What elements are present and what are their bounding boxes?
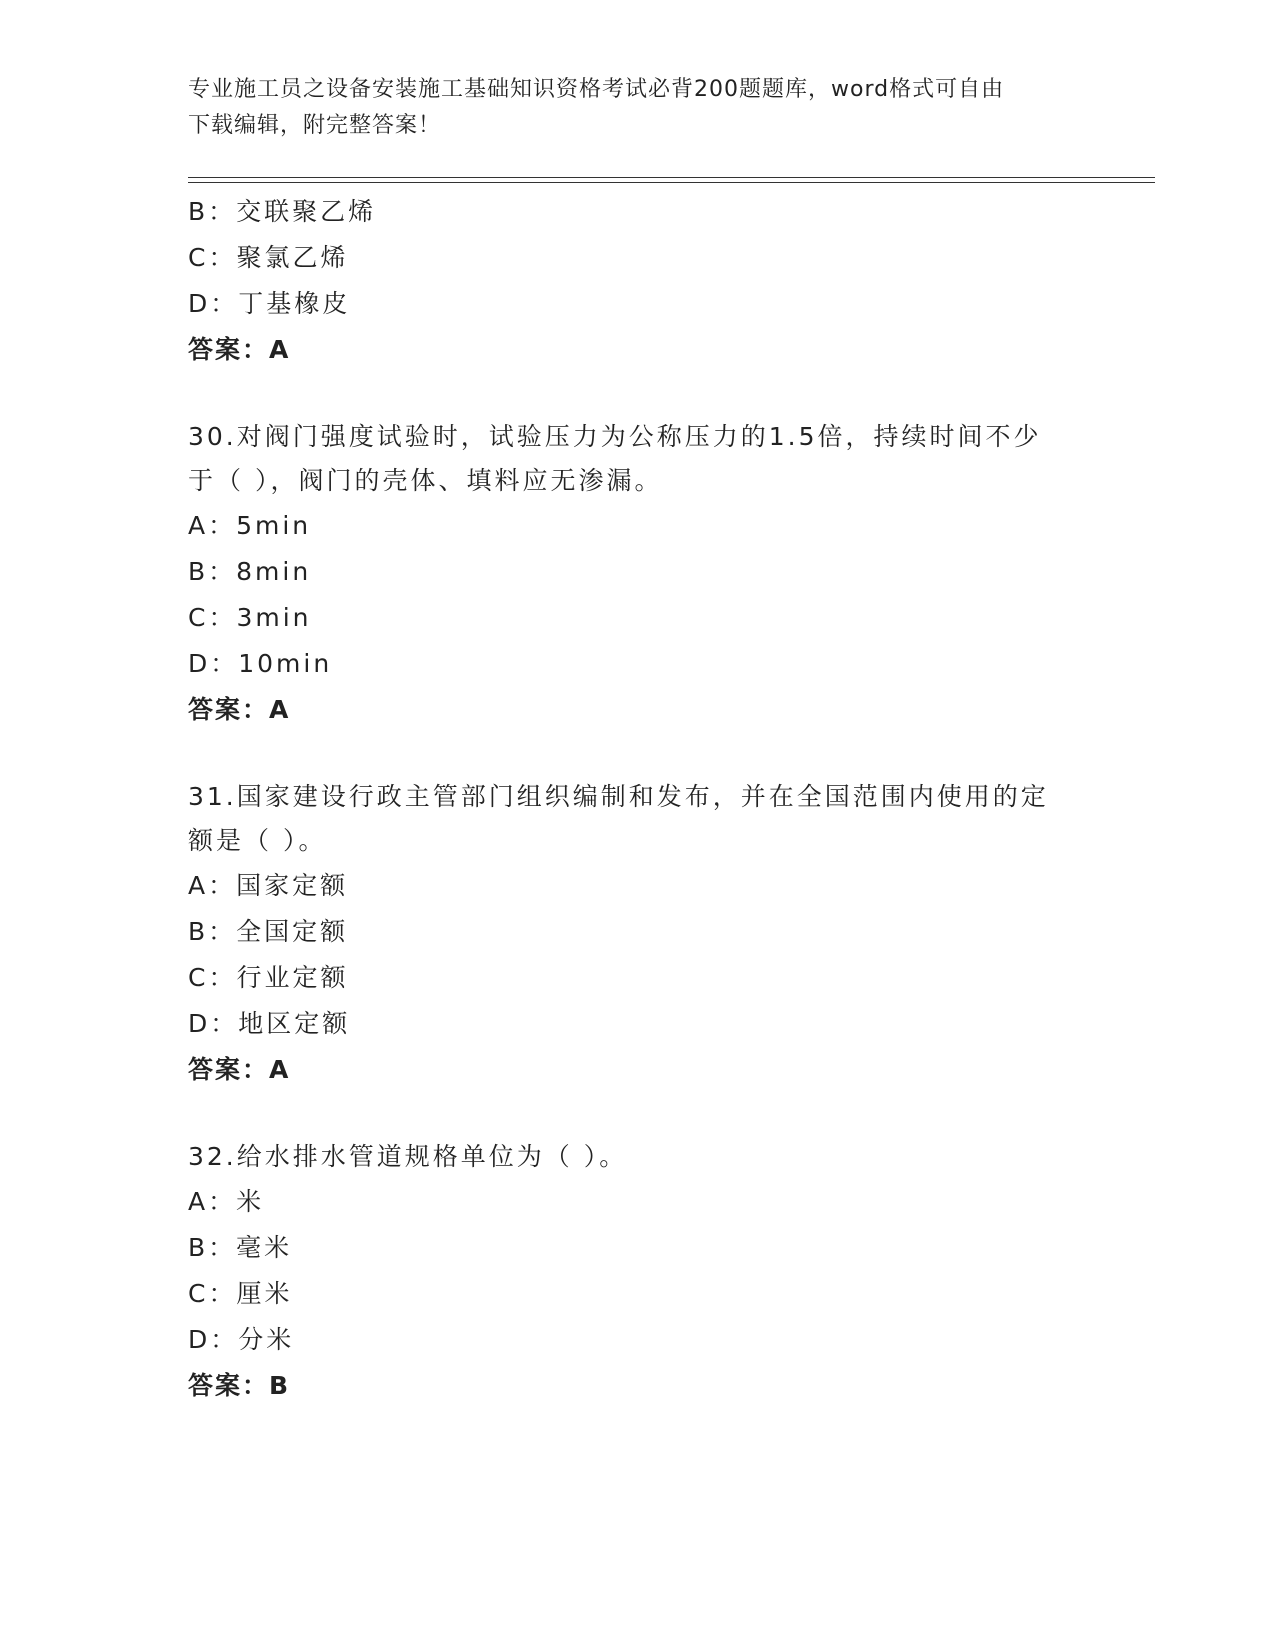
question-32	[188, 1135, 1088, 1409]
header-divider-top	[188, 177, 1155, 178]
option-d: D：地区定额	[188, 1009, 351, 1038]
option-c: C：行业定额	[188, 963, 349, 992]
option-c: C：3min	[188, 603, 312, 632]
answer: 答案：A	[188, 1055, 291, 1084]
option-b: B：8min	[188, 557, 312, 586]
question-stem-line: 于（ ），阀门的壳体、填料应无渗漏。	[188, 466, 663, 495]
option-a: A：国家定额	[188, 871, 349, 900]
header-line-1: 专业施工员之设备安装施工基础知识资格考试必背200题题库，word格式可自由	[188, 77, 1005, 102]
question-stem-line: 30.对阀门强度试验时，试验压力为公称压力的1.5倍，持续时间不少	[188, 422, 1042, 451]
option-a: A：米	[188, 1187, 265, 1216]
header-line-2: 下载编辑，附完整答案！	[188, 113, 442, 138]
option-d: D：分米	[188, 1325, 295, 1354]
option-c: C：聚氯乙烯	[188, 243, 349, 272]
document-header	[188, 72, 1088, 144]
answer: 答案：B	[188, 1371, 291, 1400]
header-divider-bottom	[188, 182, 1155, 183]
option-b: B：交联聚乙烯	[188, 197, 377, 226]
option-b: B：毫米	[188, 1233, 293, 1262]
answer: 答案：A	[188, 335, 291, 364]
answer: 答案：A	[188, 695, 291, 724]
question-stem-line: 32.给水排水管道规格单位为（ ）。	[188, 1142, 628, 1171]
option-a: A：5min	[188, 511, 312, 540]
question-list	[188, 189, 1088, 1409]
option-d: D：10min	[188, 649, 333, 678]
question-stem-line: 31.国家建设行政主管部门组织编制和发布，并在全国范围内使用的定	[188, 782, 1049, 811]
option-c: C：厘米	[188, 1279, 293, 1308]
question-stem-line: 额是（ ）。	[188, 826, 327, 855]
option-b: B：全国定额	[188, 917, 349, 946]
option-d: D：丁基橡皮	[188, 289, 351, 318]
question-continued	[188, 189, 1088, 373]
question-30	[188, 415, 1088, 733]
question-31	[188, 775, 1088, 1093]
